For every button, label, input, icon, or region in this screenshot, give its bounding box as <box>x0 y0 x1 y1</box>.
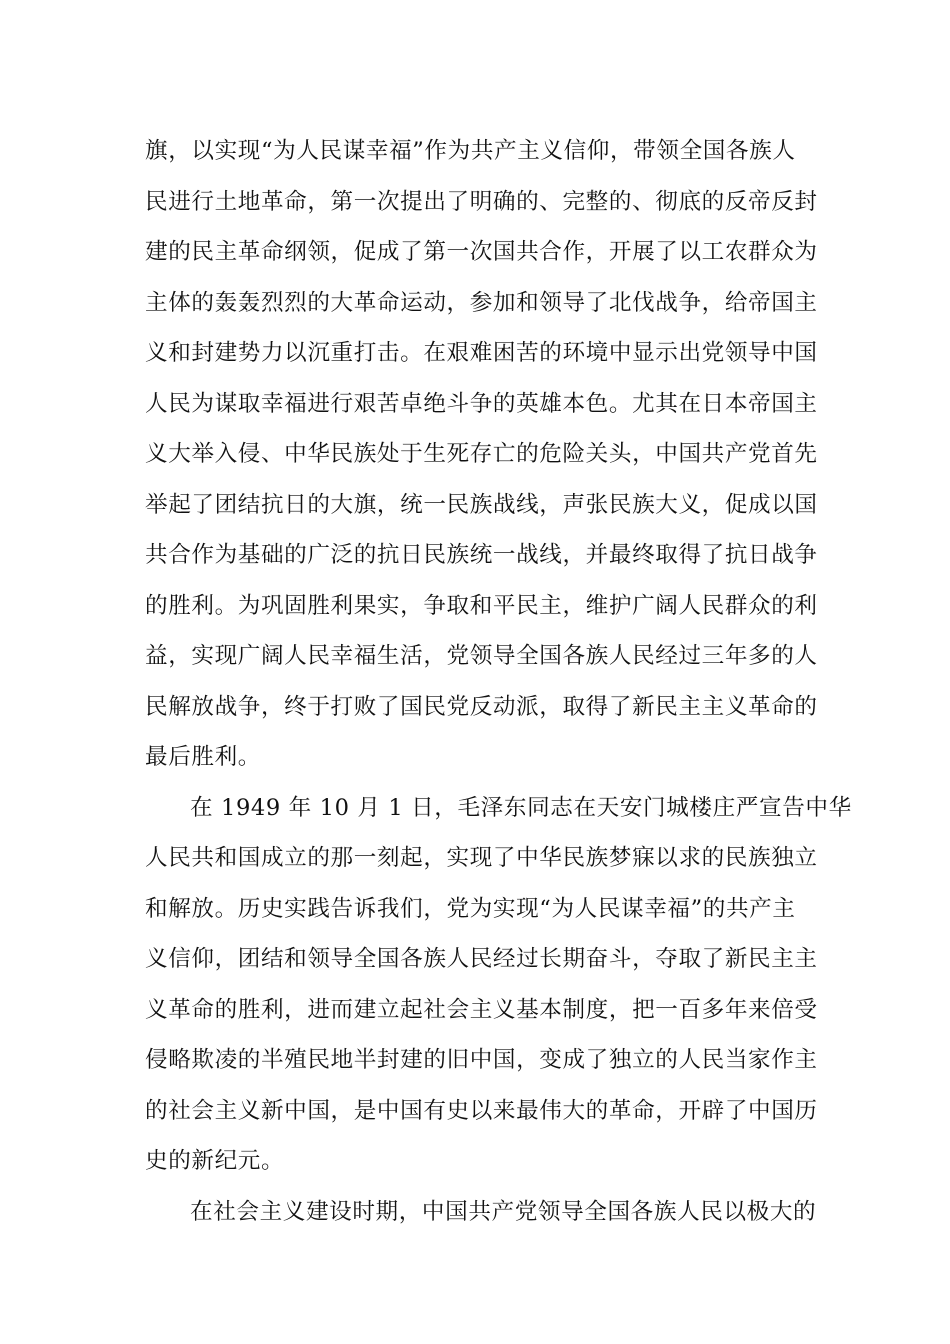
text-line: 益，实现广阔人民幸福生活，党领导全国各族人民经过三年多的人 <box>145 643 818 669</box>
text-line: 史的新纪元。 <box>145 1148 285 1174</box>
text-line: 民进行土地革命，第一次提出了明确的、完整的、彻底的反帝反封 <box>145 188 818 215</box>
text-line: 的社会主义新中国，是中国有史以来最伟大的革命，开辟了中国历 <box>145 1097 818 1124</box>
text-line: 旗，以实现“为人民谋幸福”作为共产主义信仰，带领全国各族人 <box>145 138 796 164</box>
text-line: 义大举入侵、中华民族处于生死存亡的危险关头，中国共产党首先 <box>145 441 818 467</box>
text-line: 共合作为基础的广泛的抗日民族统一战线，并最终取得了抗日战争 <box>145 542 818 568</box>
text-line: 义和封建势力以沉重打击。在艰难困苦的环境中显示出党领导中国 <box>145 340 818 366</box>
text-line: 民解放战争，终于打败了国民党反动派，取得了新民主主义革命的 <box>145 693 818 720</box>
text-line: 义信仰，团结和领导全国各族人民经过长期奋斗，夺取了新民主主 <box>145 946 818 972</box>
text-line: 建的民主革命纲领，促成了第一次国共合作，开展了以工农群众为 <box>145 239 818 265</box>
body-text <box>145 126 852 1237</box>
text-line: 的胜利。为巩固胜利果实，争取和平民主，维护广阔人民群众的利 <box>145 592 818 619</box>
text-line: 人民为谋取幸福进行艰苦卓绝斗争的英雄本色。尤其在日本帝国主 <box>145 390 818 417</box>
text-line: 侵略欺凌的半殖民地半封建的旧中国，变成了独立的人民当家作主 <box>145 1047 818 1073</box>
paragraph-first-line: 在 1949 年 10 月 1 日，毛泽东同志在天安门城楼庄严宣告中华 <box>190 794 852 821</box>
paragraph-first-line: 在社会主义建设时期，中国共产党领导全国各族人民以极大的 <box>190 1198 817 1225</box>
text-line: 义革命的胜利，进而建立起社会主义基本制度，把一百多年来倍受 <box>145 996 818 1023</box>
text-line: 最后胜利。 <box>145 744 261 770</box>
text-line: 主体的轰轰烈烈的大革命运动，参加和领导了北伐战争，给帝国主 <box>145 289 818 316</box>
text-line: 和解放。历史实践告诉我们，党为实现“为人民谋幸福”的共产主 <box>145 895 796 922</box>
text-line: 举起了团结抗日的大旗，统一民族战线，声张民族大义，促成以国 <box>145 491 818 518</box>
text-line: 人民共和国成立的那一刻起，实现了中华民族梦寐以求的民族独立 <box>145 845 818 871</box>
